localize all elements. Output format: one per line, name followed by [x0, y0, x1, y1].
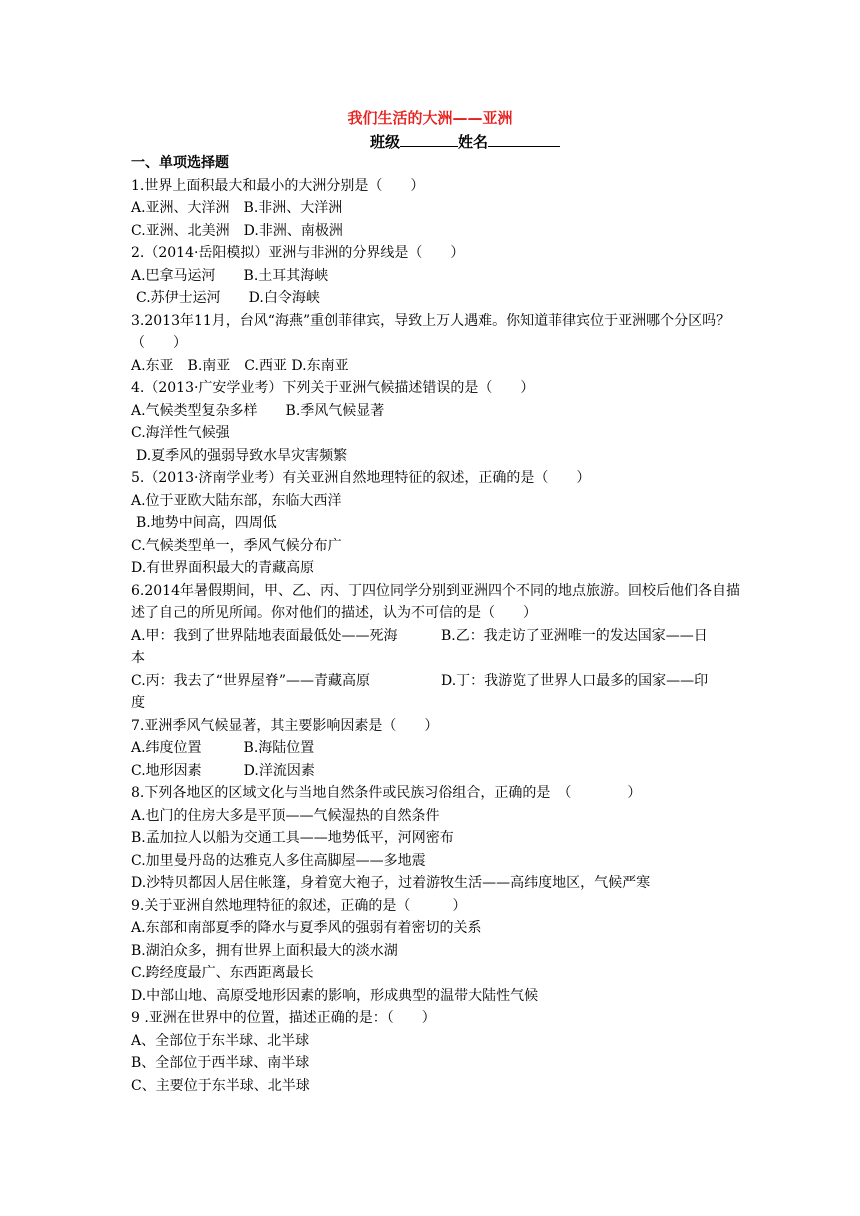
- question-stem: 5.（2013·济南学业考）有关亚洲自然地理特征的叙述，正确的是（ ）: [131, 470, 591, 486]
- question-option: A.位于亚欧大陆东部，东临大西洋: [131, 492, 342, 509]
- question-list: [131, 152, 741, 1097]
- question-option: C.海洋性气候强: [131, 425, 230, 441]
- question-stem: 3.2013年11月，台风“海燕”重创菲律宾，导致上万人遇难。你知道菲律宾位于亚洲哪个分区吗？（ ）: [131, 312, 731, 351]
- name-label: 姓名: [458, 133, 489, 151]
- question-option: D.有世界面积最大的青藏高原: [131, 560, 315, 576]
- question-option: C.丙：我去了“世界屋脊”——青藏高原: [131, 672, 370, 689]
- question-option: C.气候类型单一，季风气候分布广: [131, 537, 342, 554]
- question-option-wrap: 本: [131, 650, 145, 666]
- question-stem: 9.关于亚洲自然地理特征的叙述，正确的是（ ）: [131, 897, 467, 914]
- question-stem: 7.亚洲季风气候显著，其主要影响因素是（ ）: [131, 717, 439, 734]
- question-stem: 8.下列各地区的区域文化与当地自然条件或民族习俗组合，正确的是 （ ）: [131, 785, 642, 801]
- question-option: B.乙：我走访了亚洲唯一的发达国家——日: [441, 627, 708, 644]
- question-option: A.东部和南部夏季的降水与夏季风的强弱有着密切的关系: [131, 920, 482, 936]
- question-option: A.巴拿马运河 B.土耳其海峡: [131, 267, 329, 284]
- class-label: 班级: [370, 133, 401, 151]
- question-option: A.也门的住房大多是平顶——气候湿热的自然条件: [131, 807, 440, 824]
- question-option: A.纬度位置 B.海陆位置: [131, 740, 315, 756]
- question-option: D.夏季风的强弱导致水旱灾害频繁: [136, 447, 348, 464]
- question-option: D.沙特贝都因人居住帐篷，身着宽大袍子，过着游牧生活——高纬度地区，气候严寒: [131, 875, 651, 891]
- option-row: [131, 670, 741, 693]
- question-option: C、主要位于东半球、北半球: [131, 1077, 310, 1094]
- question-option: C.苏伊士运河 D.白令海峡: [136, 290, 320, 306]
- question-option: C.加里曼丹岛的达雅克人多住高脚屋——多地震: [131, 852, 426, 869]
- question-option: A.亚洲、大洋洲 B.非洲、大洋洲: [131, 200, 343, 216]
- name-blank[interactable]: [488, 132, 560, 147]
- question-option: A.甲：我到了世界陆地表面最低处——死海: [131, 627, 398, 644]
- question-option: B.孟加拉人以船为交通工具——地势低平，河网密布: [131, 830, 454, 846]
- question-option: D.丁：我游览了世界人口最多的国家——印: [441, 672, 709, 689]
- question-stem: 9 .亚洲在世界中的位置，描述正确的是：（ ）: [131, 1010, 436, 1026]
- document-title: 我们生活的大洲——亚洲: [347, 109, 513, 127]
- question-option-wrap: 度: [131, 695, 145, 711]
- section-heading: 一、单项选择题: [131, 155, 229, 171]
- question-option: C.亚洲、北美洲 D.非洲、南极洲: [131, 222, 343, 239]
- question-option: A.气候类型复杂多样 B.季风气候显著: [131, 402, 385, 419]
- question-option: C.地形因素 D.洋流因素: [131, 762, 315, 779]
- class-name-line: [370, 131, 560, 152]
- question-stem: 4.（2013·广安学业考）下列关于亚洲气候描述错误的是（ ）: [131, 380, 535, 396]
- question-stem: 6.2014年暑假期间，甲、乙、丙、丁四位同学分别到亚洲四个不同的地点旅游。回校后他们各自描述了自己的所见所闻。你对他们的描述，认为不可信的是（ ）: [131, 582, 740, 621]
- question-stem: 1.世界上面积最大和最小的大洲分别是（ ）: [131, 177, 425, 194]
- question-option: B.湖泊众多，拥有世界上面积最大的淡水湖: [131, 942, 398, 959]
- question-option: D.中部山地、高原受地形因素的影响，形成典型的温带大陆性气候: [131, 987, 539, 1004]
- question-stem: 2.（2014·岳阳模拟）亚洲与非洲的分界线是（ ）: [131, 245, 465, 261]
- question-option: C.跨经度最广、东西距离最长: [131, 965, 314, 981]
- question-option: A、全部位于东半球、北半球: [131, 1032, 310, 1049]
- class-blank[interactable]: [400, 132, 458, 147]
- option-row: [131, 625, 741, 648]
- question-option: A.东亚 B.南亚 C.西亚 D.东南亚: [131, 357, 349, 374]
- question-option: B、全部位于西半球、南半球: [131, 1055, 310, 1071]
- question-option: B.地势中间高，四周低: [136, 515, 277, 531]
